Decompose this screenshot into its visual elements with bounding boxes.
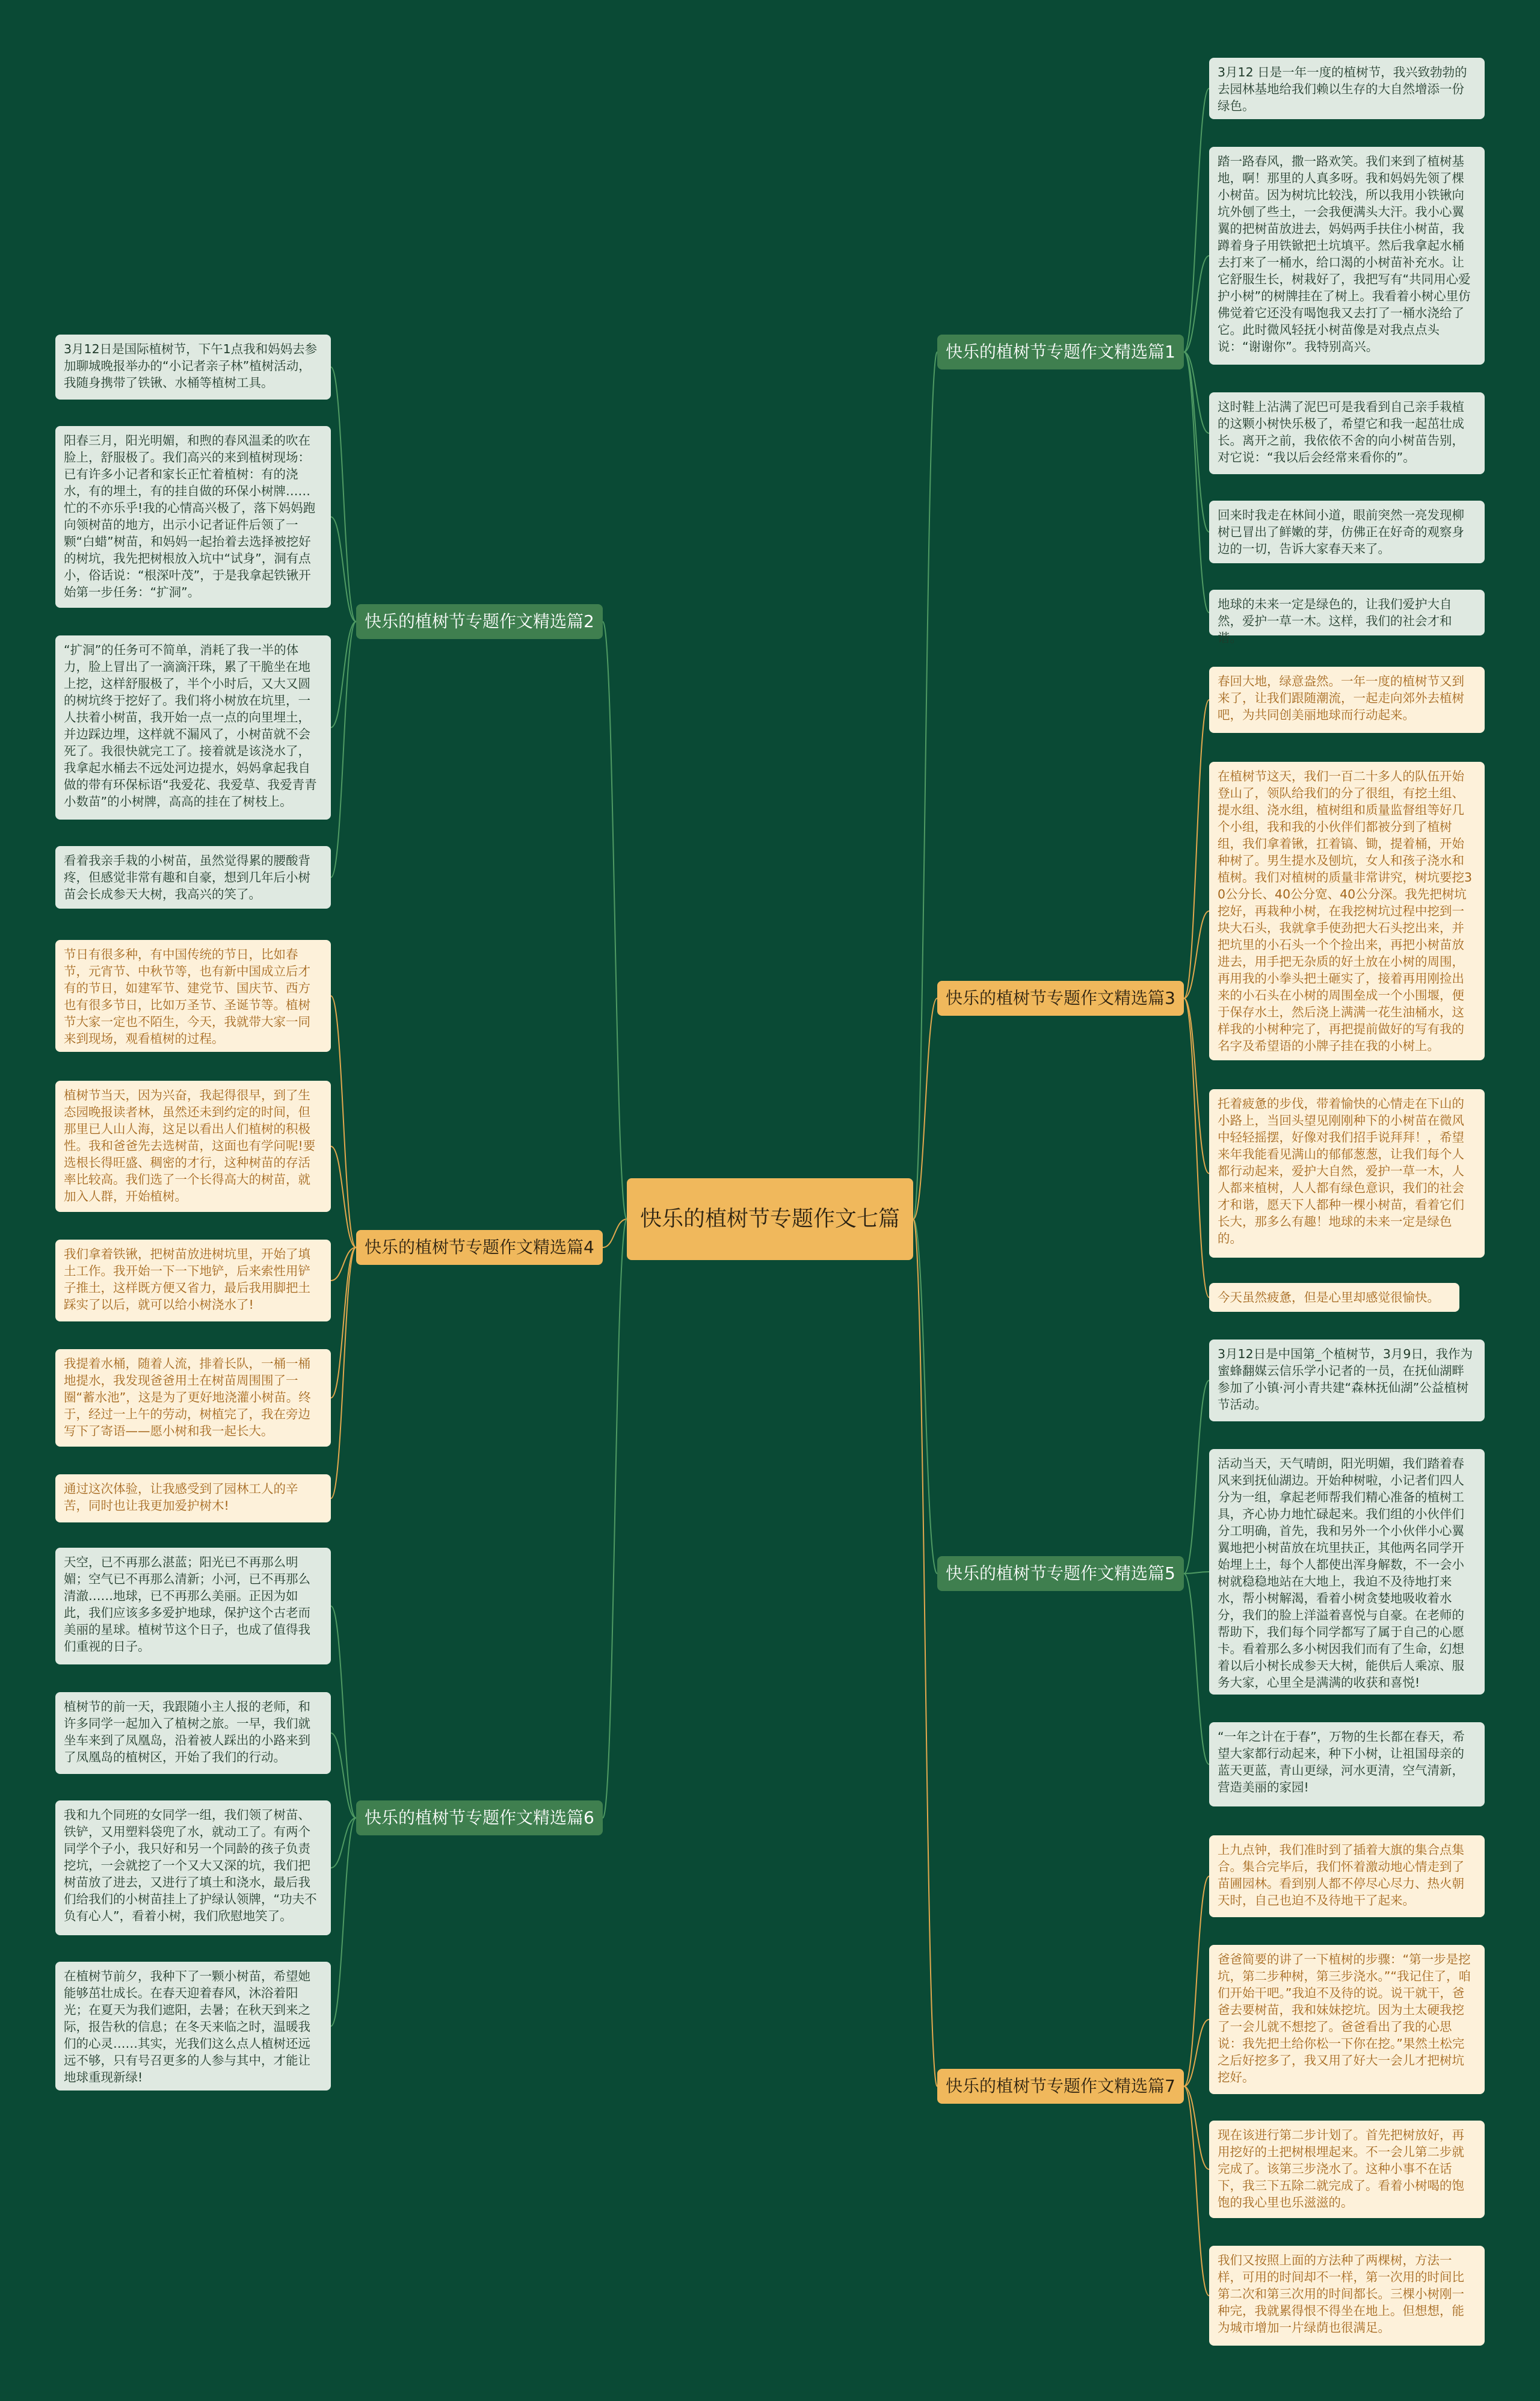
branch-leaf-connector: [331, 1818, 356, 1868]
leaf-text: 3月12日是国际植树节，下午1点我和妈妈去参加聊城晚报举办的“小记者亲子林”植树活动，我随身携带了铁锹、水桶等植树工具。: [55, 335, 331, 400]
branch-article-6[interactable]: 快乐的植树节专题作文精选篇6: [356, 1800, 603, 1835]
branch-leaf-connector: [331, 517, 356, 622]
branch-leaf-connector: [331, 1733, 356, 1818]
branch-leaf-connector: [331, 1146, 356, 1247]
leaf-text: 在植树节前夕，我种下了一颗小树苗，希望她能够茁壮成长。在春天迎着春风，沐浴着阳光；在夏天为我们遮阳，去暑；在秋天到来之际，报告秋的信息；在冬天来临之时，温暖我们的心灵……其实，光我们这么点人植树还远远不够，只有号召更多的人参与其中，才能让地球重现新绿!: [55, 1962, 331, 2090]
leaf-text: 植树节当天，因为兴奋，我起得很早，到了生态园晚报读者林，虽然还未到约定的时间，但那里已人山人海，这足以看出人们植树的积极性。我和爸爸先去选树苗，这面也有学问呢!要选根长得旺盛、稠密的才行，这种树苗的存活率比较高。我们选了一个长得高大的树苗，就加入人群，开始植树。: [55, 1081, 331, 1212]
leaf-text: 现在该进行第二步计划了。首先把树放好，再用挖好的土把树根埋起来。不一会儿第二步就完成了。该第三步浇水了。这种小事不在话下，我三下五除二就完成了。看着小树喝的饱饱的我心里也乐滋滋的。: [1209, 2121, 1485, 2218]
central-topic: 快乐的植树节专题作文七篇: [627, 1178, 913, 1260]
leaf-text: 今天虽然疲惫，但是心里却感觉很愉快。: [1209, 1283, 1459, 1312]
leaf-text: 我提着水桶，随着人流，排着长队，一桶一桶地提水，我发现爸爸用土在树苗周围围了一圈“蓄水池”，这是为了更好地浇灌小树苗。终于，经过一上午的劳动，树植完了，我在旁边写下了寄语——愿小树和我一起长大。: [55, 1349, 331, 1447]
branch-leaf-connector: [331, 1247, 356, 1498]
branch-leaf-connector: [1184, 352, 1209, 613]
leaf-text: 活动当天，天气晴朗，阳光明媚，我们踏着春风来到抚仙湖边。开始种树啦，小记者们四人分为一组，拿起老师帮我们精心准备的植树工具，齐心协力地忙碌起来。我们组的小伙伴们分工明确，首先，我和另外一个小伙伴小心翼翼地把小树苗放在坑里扶正，其他两名同学开始埋上土，每个人都使出浑身解数，不一会小树就稳稳地站在大地上，我迫不及待地打来水，帮小树解渴，看着小树贪婪地吸收着水分，我们的脸上洋溢着喜悦与自豪。在老师的帮助下，我们每个同学都写了属于自己的心愿卡。看着那么多小树因我们而有了生命，幻想着以后小树长成参天大树，能供后人乘凉、服务大家，心里全是满满的收获和喜悦!: [1209, 1449, 1485, 1695]
branch-leaf-connector: [1184, 1380, 1209, 1574]
leaf-text: 地球的未来一定是绿色的，让我们爱护大自然，爱护一草一木。这样，我们的社会才和谐。: [1209, 590, 1485, 635]
leaf-text: 回来时我走在林间小道，眼前突然一亮发现柳树已冒出了鲜嫩的芽，仿佛正在好奇的观察身边的一切，告诉大家春天来了。: [1209, 501, 1485, 563]
branch-leaf-connector: [1184, 352, 1209, 433]
branch-leaf-connector: [1184, 998, 1209, 1297]
leaf-text: 我们拿着铁锹，把树苗放进树坑里，开始了填土工作。我开始一下一下地铲，后来索性用铲子推土，这样既方便又省力，最后我用脚把土踩实了以后，就可以给小树浇水了!: [55, 1240, 331, 1321]
branch-leaf-connector: [331, 1247, 356, 1281]
leaf-text: 我和九个同班的女同学一组，我们领了树苗、铁铲，又用塑料袋兜了水，就动工了。有两个同学个子小，我只好和另一个同龄的孩子负责挖坑，一会就挖了一个又大又深的坑，我们把树苗放了进去，又进行了填土和浇水，最后我们给我们的小树苗挂上了护绿认领牌，“功夫不负有心人”，看着小树，我们欣慰地笑了。: [55, 1800, 331, 1935]
leaf-text: “一年之计在于春”，万物的生长都在春天，希望大家都行动起来，种下小树，让祖国母亲的蓝天更蓝，青山更绿，河水更清，空气清新，营造美丽的家园!: [1209, 1722, 1485, 1806]
leaf-text: 踏一路春风，撒一路欢笑。我们来到了植树基地，啊！那里的人真多呀。我和妈妈先领了棵小树苗。因为树坑比较浅，所以我用小铁锹向坑外刨了些土，一会我便满头大汗。我小心翼翼的把树苗放进去，妈妈两手扶住小树苗，我蹲着身子用铁锨把土坑填平。然后我拿起水桶去打来了一桶水，给口渴的小树苗补充水。让它舒服生长，树栽好了，我把写有“共同用心爱护小树”的树牌挂在了树上。我看着小树心里仿佛觉着它还没有喝饱我又去打了一桶水浇给了它。此时微风轻抚小树苗像是对我点点头说：“谢谢你”。我特别高兴。: [1209, 147, 1485, 365]
branch-article-2[interactable]: 快乐的植树节专题作文精选篇2: [356, 604, 603, 639]
leaf-text: 春回大地，绿意盎然。一年一度的植树节又到来了，让我们跟随潮流，一起走向郊外去植树吧，为共同创美丽地球而行动起来。: [1209, 667, 1485, 733]
branch-leaf-connector: [331, 1247, 356, 1398]
center-branch-connector: [913, 998, 937, 1219]
branch-leaf-connector: [1184, 700, 1209, 998]
branch-leaf-connector: [331, 367, 356, 622]
leaf-text: “扩洞”的任务可不简单，消耗了我一半的体力，脸上冒出了一滴滴汗珠，累了干脆坐在地上挖，这样舒服极了，半个小时后，又大又圆的树坑终于挖好了。我们将小树放在坑里，一人扶着小树苗，我开始一点一点的向里埋土，并边踩边埋，这样就不漏风了，小树苗就不会死了。我很快就完工了。接着就是该浇水了，我拿起水桶去不远处河边提水，妈妈拿起我自做的带有环保标语“我爱花、我爱草、我爱青青小数苗”的小树牌，高高的挂在了树枝上。: [55, 635, 331, 820]
leaf-text: 看着我亲手栽的小树苗，虽然觉得累的腰酸背疼，但感觉非常有趣和自豪，想到几年后小树苗会长成参天大树，我高兴的笑了。: [55, 846, 331, 909]
center-branch-connector: [913, 1219, 937, 1574]
leaf-text: 阳春三月，阳光明媚，和煦的春风温柔的吹在脸上，舒服极了。我们高兴的来到植树现场：已有许多小记者和家长正忙着植树：有的浇水，有的埋土，有的挂自做的环保小树牌……忙的不亦乐乎!我的心情高兴极了，落下妈妈跑向领树苗的地方，出示小记者证件后领了一颗“白蜡”树苗，和妈妈一起抬着去选择被挖好的树坑，我先把树根放入坑中“试身”，洞有点小，俗话说：“根深叶茂”，于是我拿起铁锹开始第一步任务：“扩洞”。: [55, 426, 331, 608]
branch-article-3[interactable]: 快乐的植树节专题作文精选篇3: [937, 981, 1184, 1016]
branch-leaf-connector: [1184, 1572, 1209, 1574]
branch-leaf-connector: [1184, 2019, 1209, 2086]
center-branch-connector: [603, 1219, 627, 1247]
branch-leaf-connector: [1184, 88, 1209, 352]
branch-leaf-connector: [1184, 998, 1209, 1173]
branch-leaf-connector: [331, 622, 356, 728]
branch-article-1[interactable]: 快乐的植树节专题作文精选篇1: [937, 335, 1184, 369]
leaf-text: 上九点钟，我们准时到了插着大旗的集合点集合。集合完毕后，我们怀着激动地心情走到了苗圃园林。看到别人都不停尽心尽力、热火朝天时，自己也迫不及待地干了起来。: [1209, 1835, 1485, 1917]
leaf-text: 通过这次体验，让我感受到了园林工人的辛苦，同时也让我更加爱护树木!: [55, 1474, 331, 1522]
leaf-text: 爸爸简要的讲了一下植树的步骤：“第一步是挖坑，第二步种树，第三步浇水。”“我记住了，咱们开始干吧。”我迫不及待的说。说干就干，爸爸去要树苗，我和妹妹挖坑。因为土太硬我挖了一会儿就不想挖了。爸爸看出了我的心思说：我先把土给你松一下你在挖。”果然土松完之后好挖多了，我又用了好大一会儿才把树坑挖好。: [1209, 1945, 1485, 2094]
leaf-text: 天空，已不再那么湛蓝；阳光已不再那么明媚；空气已不再那么清新；小河，已不再那么清澈……地球，已不再那么美丽。正因为如此，我们应该多多爱护地球，保护这个古老而美丽的星球。植树节这个日子，也成了值得我们重视的日子。: [55, 1548, 331, 1664]
center-branch-connector: [603, 622, 627, 1219]
branch-leaf-connector: [1184, 1574, 1209, 1764]
branch-leaf-connector: [331, 996, 356, 1247]
leaf-text: 托着疲惫的步伐，带着愉快的心情走在下山的小路上，当回头望见刚刚种下的小树苗在微风中轻轻摇摆，好像对我们招手说拜拜！，希望来年我能看见满山的郁郁葱葱，让我们每个人都行动起来，爱护大自然，爱护一草一木，人人都来植树，人人都有绿色意识，我们的社会才和谐，愿天下人都种一棵小树苗，看着它们长大，那多么有趣！地球的未来一定是绿色的。: [1209, 1089, 1485, 1258]
leaf-text: 在植树节这天，我们一百二十多人的队伍开始登山了，领队给我们的分了很组，有挖土组、提水组、浇水组，植树组和质量监督组等好几个小组，我和我的小伙伴们都被分到了植树组，我们拿着锹，扛着镐、锄，提着桶，开始种树了。男生提水及刨坑，女人和孩子浇水和植树。我们对植树的质量非常讲究，树坑要挖30公分长、40公分宽、40公分深。我先把树坑挖好，再栽种小树，在我挖树坑过程中挖到一块大石头，我就拿手使劲把大石头挖出来，并把坑里的小石头一个个捡出来，再把小树苗放进去，用手把无杂质的好土放在小树的周围，再用我的小拳头把土砸实了，接着再用刚捡出来的小石头在小树的周围垒成一个小围堰，便于保存水土，然后浇上满满一花生油桶水，这样我的小树种完了，再把提前做好的写有我的名字及希望语的小牌子挂在我的小树上。: [1209, 762, 1485, 1060]
center-branch-connector: [913, 1219, 937, 2086]
leaf-text: 植树节的前一天，我跟随小主人报的老师，和许多同学一起加入了植树之旅。一早，我们就坐车来到了凤凰岛，沿着被人踩出的小路来到了凤凰岛的植树区，开始了我们的行动。: [55, 1692, 331, 1774]
branch-leaf-connector: [1184, 352, 1209, 532]
branch-leaf-connector: [1184, 256, 1209, 352]
leaf-text: 3月12 日是一年一度的植树节，我兴致勃勃的去园林基地给我们赖以生存的大自然增添一份绿色。: [1209, 58, 1485, 119]
branch-leaf-connector: [331, 1606, 356, 1818]
branch-leaf-connector: [1184, 2086, 1209, 2169]
branch-leaf-connector: [1184, 2086, 1209, 2296]
leaf-text: 3月12日是中国第_个植树节，3月9日，我作为蜜蜂翻媒云信乐学小记者的一员，在抚仙湖畔参加了小镇·河小青共建“森林抚仙湖”公益植树节活动。: [1209, 1340, 1485, 1421]
center-branch-connector: [913, 352, 937, 1219]
branch-leaf-connector: [331, 1818, 356, 2026]
leaf-text: 节日有很多种，有中国传统的节日，比如春节，元宵节、中秋节等，也有新中国成立后才有的节日，如建军节、建党节、国庆节、西方也有很多节日，比如万圣节、圣诞节等。植树节大家一定也不陌生，今天，我就带大家一同来到现场，观看植树的过程。: [55, 940, 331, 1052]
branch-article-7[interactable]: 快乐的植树节专题作文精选篇7: [937, 2069, 1184, 2104]
center-branch-connector: [603, 1219, 627, 1818]
branch-article-4[interactable]: 快乐的植树节专题作文精选篇4: [356, 1230, 603, 1265]
branch-leaf-connector: [331, 622, 356, 877]
branch-leaf-connector: [1184, 911, 1209, 998]
leaf-text: 我们又按照上面的方法种了两棵树，方法一样，可用的时间却不一样，第一次用的时间比第二次和第三次用的时间都长。三棵小树刚一种完，我就累得恨不得坐在地上。但想想，能为城市增加一片绿荫也很满足。: [1209, 2246, 1485, 2346]
branch-article-5[interactable]: 快乐的植树节专题作文精选篇5: [937, 1556, 1184, 1591]
branch-leaf-connector: [1184, 1876, 1209, 2086]
leaf-text: 这时鞋上沾满了泥巴可是我看到自己亲手栽植的这颗小树快乐极了，希望它和我一起茁壮成长。离开之前，我依依不舍的向小树苗告别，对它说：“我以后会经常来看你的”。: [1209, 392, 1485, 474]
